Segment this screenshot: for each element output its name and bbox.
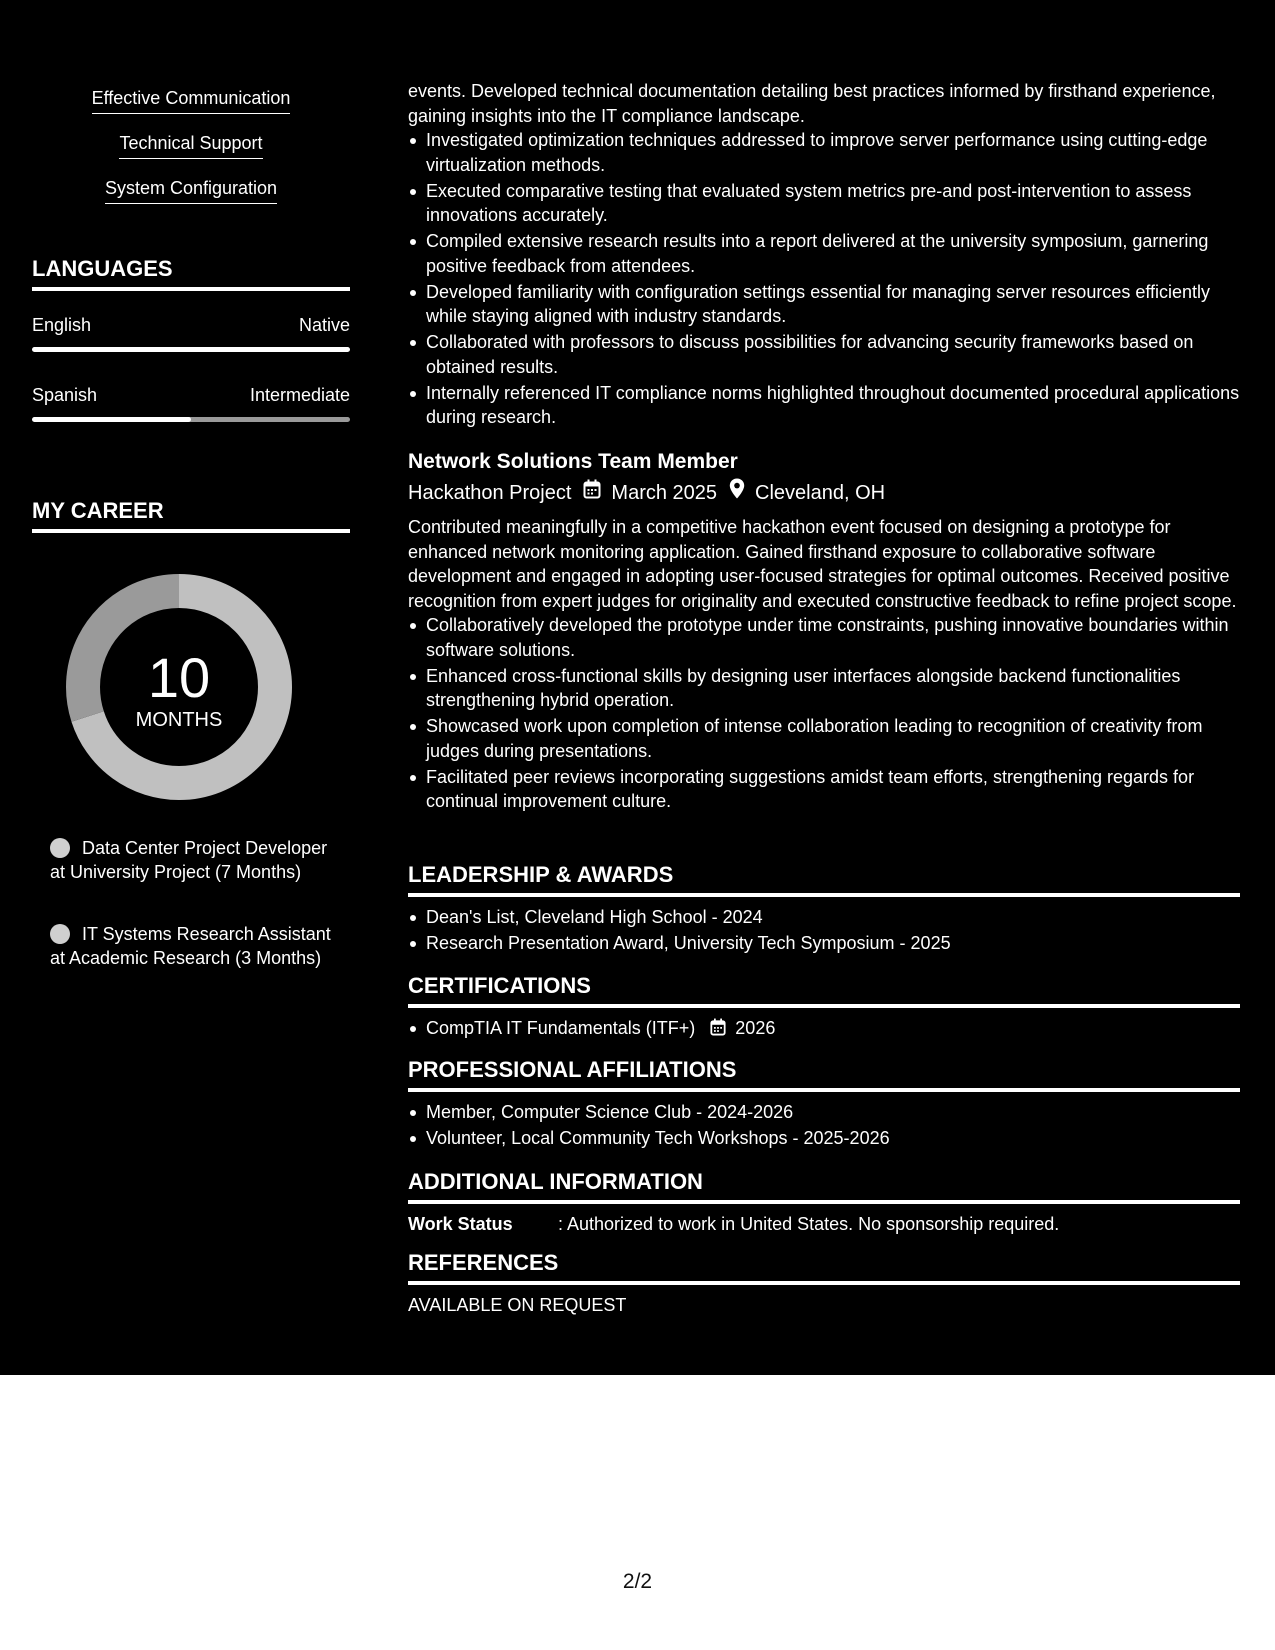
language-level: Intermediate — [249, 385, 350, 405]
references-text: AVAILABLE ON REQUEST — [408, 1295, 627, 1315]
calendar-icon — [710, 1018, 726, 1043]
affiliations-heading: PROFESSIONAL AFFILIATIONS — [408, 1056, 1240, 1092]
languages-heading: LANGUAGES — [32, 255, 350, 291]
experience-bullets — [408, 128, 1240, 430]
leadership-heading: LEADERSHIP & AWARDS — [408, 861, 1240, 897]
affiliation-item: Volunteer, Local Community Tech Workshops - 2025-2026 — [408, 1126, 1240, 1151]
main-content — [408, 0, 1240, 1375]
career-legend-item — [50, 922, 340, 970]
skill-label: Effective Communication — [92, 86, 291, 114]
certifications-heading: CERTIFICATIONS — [408, 972, 1240, 1008]
bullet-item: Internally referenced IT compliance norms highlighted throughout documented procedural applications during research. — [408, 381, 1240, 430]
affiliations-section — [408, 1056, 1240, 1152]
career-legend-item — [50, 836, 340, 884]
certification-year: 2026 — [735, 1018, 776, 1038]
bullet-item: Compiled extensive research results into a report delivered at the university symposium, garnering positive feedback from attendees. — [408, 229, 1240, 278]
language-name: English — [32, 315, 92, 335]
career-legend-text: Data Center Project Developer at University Project (7 Months) — [50, 838, 328, 882]
bullet-item: Enhanced cross-functional skills by designing user interfaces alongside backend functionalities strengthening hybrid operation. — [408, 664, 1240, 713]
bullet-item: Developed familiarity with configuration settings essential for managing server resources efficiently while staying aligned with industry standards. — [408, 280, 1240, 329]
calendar-icon — [583, 479, 601, 507]
language-proficiency-fill — [32, 417, 191, 422]
bullet-item: Showcased work upon completion of intense collaboration leading to recognition of creativity from judges during presentations. — [408, 714, 1240, 763]
award-item: Dean's List, Cleveland High School - 2024 — [408, 905, 1240, 930]
career-total-number: 10 — [147, 646, 211, 709]
skill-item — [32, 86, 350, 131]
work-status-label: Work Status — [408, 1214, 513, 1234]
work-status-row — [408, 1212, 1240, 1236]
career-heading: MY CAREER — [32, 497, 350, 533]
job-org: Hackathon Project — [408, 481, 572, 504]
skill-item — [32, 131, 350, 176]
references-heading: REFERENCES — [408, 1249, 1240, 1285]
certification-name: CompTIA IT Fundamentals (ITF+) — [426, 1018, 696, 1038]
career-total-unit: MONTHS — [135, 709, 223, 731]
job-entry — [408, 448, 1240, 815]
career-legend-text: IT Systems Research Assistant at Academic Research (3 Months) — [50, 924, 331, 968]
leadership-section — [408, 861, 1240, 957]
skill-label: System Configuration — [105, 176, 277, 204]
job-meta — [408, 478, 1240, 507]
bullet-item: Investigated optimization techniques addressed to improve server performance using cutting-edge virtualization methods. — [408, 128, 1240, 177]
skills-list — [32, 86, 350, 221]
affiliation-item: Member, Computer Science Club - 2024-2026 — [408, 1100, 1240, 1125]
language-proficiency-bar — [32, 347, 350, 352]
sidebar — [0, 0, 380, 1375]
job-title: Network Solutions Team Member — [408, 450, 738, 473]
language-proficiency-bar — [32, 417, 350, 422]
job-date: March 2025 — [611, 481, 718, 504]
bullet-item: Facilitated peer reviews incorporating suggestions amidst team efforts, strengthening regards for continual improvement culture. — [408, 765, 1240, 814]
language-proficiency-fill — [32, 347, 350, 352]
work-status-value: : Authorized to work in United States. No sponsorship required. — [558, 1214, 1060, 1234]
legend-dot — [50, 838, 70, 858]
language-spanish — [32, 383, 350, 422]
award-item: Research Presentation Award, University Tech Symposium - 2025 — [408, 931, 1240, 956]
language-level: Native — [298, 315, 350, 335]
location-pin-icon — [729, 478, 745, 507]
skill-item — [32, 176, 350, 221]
experience-paragraph: events. Developed technical documentation detailing best practices informed by firsthand experience, gaining insights into the IT compliance landscape. — [408, 81, 1216, 126]
job-location: Cleveland, OH — [755, 481, 886, 504]
certifications-section — [408, 972, 1240, 1044]
bullet-item: Collaboratively developed the prototype under time constraints, pushing innovative boundaries within software solutions. — [408, 613, 1240, 662]
language-english — [32, 313, 350, 352]
references-section — [408, 1249, 1240, 1318]
bullet-item: Executed comparative testing that evaluated system metrics pre-and post-intervention to assess innovations accurately. — [408, 179, 1240, 228]
bullet-item: Collaborated with professors to discuss possibilities for advancing security frameworks based on obtained results. — [408, 330, 1240, 379]
page-number: 2/2 — [622, 1570, 653, 1593]
additional-info-section — [408, 1168, 1240, 1236]
job-summary: Contributed meaningfully in a competitive hackathon event focused on designing a prototype for enhanced network monitoring application. Gained firsthand exposure to collaborative software development and engaged in adopting user-focused strategies for optimal outcomes. Received positive recognition from expert judges for originality and executed constructive feedback to refine project scope. — [408, 517, 1237, 611]
language-name: Spanish — [32, 385, 98, 405]
certification-item — [408, 1016, 1240, 1043]
legend-dot — [50, 924, 70, 944]
job-bullets — [408, 613, 1240, 814]
additional-info-heading: ADDITIONAL INFORMATION — [408, 1168, 1240, 1204]
skill-label: Technical Support — [119, 131, 262, 159]
